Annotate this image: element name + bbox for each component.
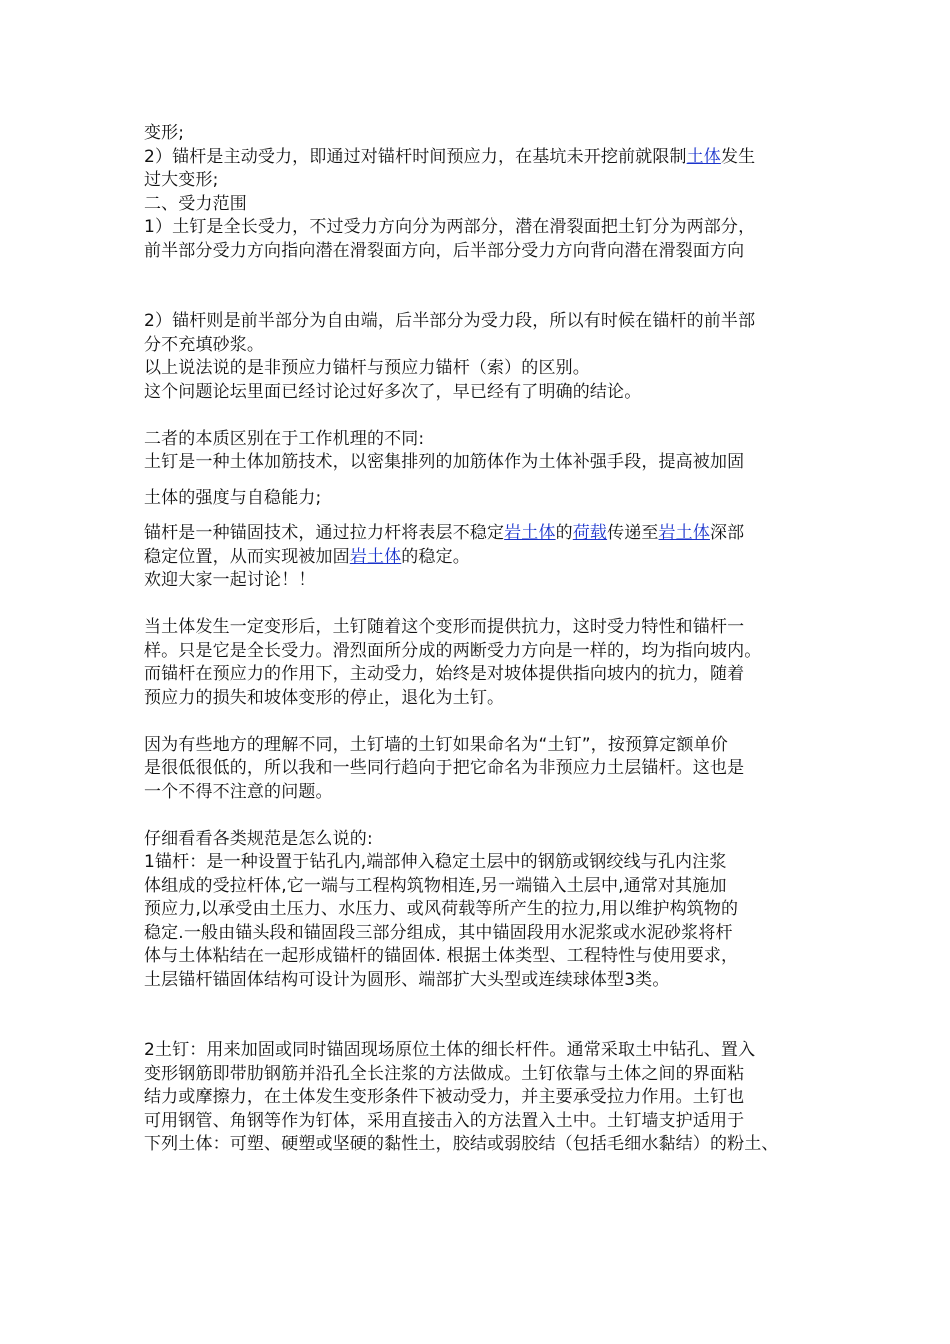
link-rock-soil-3[interactable]: 岩土体 xyxy=(349,546,402,567)
spacer xyxy=(144,475,808,487)
text-span: 深部 xyxy=(709,523,745,543)
text-line: 下列土体：可塑、硬塑或坚硬的黏性土，胶结或弱胶结（包括毛细水黏结）的粉土、 xyxy=(144,1134,779,1154)
text-span: 发生 xyxy=(720,146,756,167)
text-line: 当土体发生一定变形后，土钉随着这个变形而提供抗力，这时受力特性和锚杆一 xyxy=(144,617,745,637)
blank-line xyxy=(144,804,808,828)
text-line: 预应力,以承受由土压力、水压力、或风荷载等所产生的拉力,用以维护构筑物的 xyxy=(144,899,739,919)
text-line: 2土钉：用来加固或同时锚固现场原位土体的细长杆件。通常采取土中钻孔、置入 xyxy=(144,1040,756,1060)
text-line: 土层锚杆锚固体结构可设计为圆形、端部扩大头型或连续球体型3类。 xyxy=(144,969,670,990)
document-page xyxy=(144,122,808,1157)
text-line: 结力或摩擦力，在土体发生变形条件下被动受力，并主要承受拉力作用。土钉也 xyxy=(144,1087,745,1107)
text-line: 而锚杆在预应力的作用下，主动受力，始终是对坡体提供指向坡内的抗力，随着 xyxy=(144,664,745,684)
text-line: 是很低很低的，所以我和一些同行趋向于把它命名为非预应力土层锚杆。这也是 xyxy=(144,758,745,778)
text-line: 分不充填砂浆。 xyxy=(144,334,265,355)
blank-line xyxy=(144,710,808,734)
text-line: 变形; xyxy=(144,123,185,143)
text-line xyxy=(144,522,808,546)
spacer xyxy=(144,510,808,522)
blank-line xyxy=(144,287,808,311)
text-line: 土钉是一种土体加筋技术，以密集排列的加筋体作为土体补强手段，提高被加固 xyxy=(144,452,745,472)
text-line: 前半部分受力方向指向潜在滑裂面方向，后半部分受力方向背向潜在滑裂面方向 xyxy=(144,240,745,261)
text-line: 二者的本质区别在于工作机理的不同: xyxy=(144,428,425,449)
text-line: 欢迎大家一起讨论！！ xyxy=(144,570,316,590)
text-line: 体组成的受拉杆体,它一端与工程构筑物相连,另一端锚入土层中,通常对其施加 xyxy=(144,875,727,896)
link-rock-soil-2[interactable]: 岩土体 xyxy=(658,523,710,543)
blank-line xyxy=(144,404,808,428)
blank-line xyxy=(144,593,808,617)
text-line: 仔细看看各类规范是怎么说的: xyxy=(144,828,373,849)
text-line: 稳定.一般由锚头段和锚固段三部分组成，其中锚固段用水泥浆或水泥砂浆将杆 xyxy=(144,922,733,943)
text-line xyxy=(144,546,808,570)
text-span: 稳定位置，从而实现被加固 xyxy=(144,546,350,567)
text-line: 以上说法说的是非预应力锚杆与预应力锚杆（索）的区别。 xyxy=(144,358,590,378)
text-span: 传递至 xyxy=(607,523,659,543)
text-line: 土体的强度与自稳能力; xyxy=(144,487,322,508)
text-line: 可用钢管、角钢等作为钉体，采用直接击入的方法置入土中。土钉墙支护适用于 xyxy=(144,1110,745,1131)
text-span: 2）锚杆是主动受力，即通过对锚杆时间预应力，在基坑未开挖前就限制 xyxy=(144,146,687,167)
text-span: 的稳定。 xyxy=(401,546,470,567)
blank-line xyxy=(144,1016,808,1040)
blank-line xyxy=(144,992,808,1016)
link-load[interactable]: 荷载 xyxy=(572,523,608,543)
link-soil-body[interactable]: 土体 xyxy=(686,146,721,167)
text-line: 这个问题论坛里面已经讨论过好多次了，早已经有了明确的结论。 xyxy=(144,381,642,402)
text-line: 因为有些地方的理解不同，土钉墙的土钉如果命名为“土钉”，按预算定额单价 xyxy=(144,734,728,755)
text-line: 样。只是它是全长受力。滑烈面所分成的两断受力方向是一样的，均为指向坡内。 xyxy=(144,640,762,661)
text-line: 1锚杆：是一种设置于钻孔内,端部伸入稳定土层中的钢筋或钢绞线与孔内注浆 xyxy=(144,852,727,872)
text-line: 体与土体粘结在一起形成锚杆的锚固体. 根据土体类型、工程特性与使用要求， xyxy=(144,946,739,966)
text-line: 2）锚杆则是前半部分为自由端，后半部分为受力段，所以有时候在锚杆的前半部 xyxy=(144,311,756,331)
text-line: 一个不得不注意的问题。 xyxy=(144,781,333,802)
text-span: 的 xyxy=(555,523,573,543)
text-span: 锚杆是一种锚固技术，通过拉力杆将表层不稳定 xyxy=(144,523,505,543)
section-heading: 二、受力范围 xyxy=(144,193,247,214)
blank-line xyxy=(144,263,808,287)
text-line: 预应力的损失和坡体变形的停止，退化为土钉。 xyxy=(144,687,505,708)
text-line xyxy=(144,146,808,170)
text-line: 过大变形; xyxy=(144,170,219,190)
text-line: 变形钢筋即带肋钢筋并沿孔全长注浆的方法做成。土钉依靠与土体之间的界面粘 xyxy=(144,1063,745,1084)
text-line: 1）土钉是全长受力，不过受力方向分为两部分，潜在滑裂面把土钉分为两部分， xyxy=(144,217,756,237)
link-rock-soil-1[interactable]: 岩土体 xyxy=(504,523,556,543)
